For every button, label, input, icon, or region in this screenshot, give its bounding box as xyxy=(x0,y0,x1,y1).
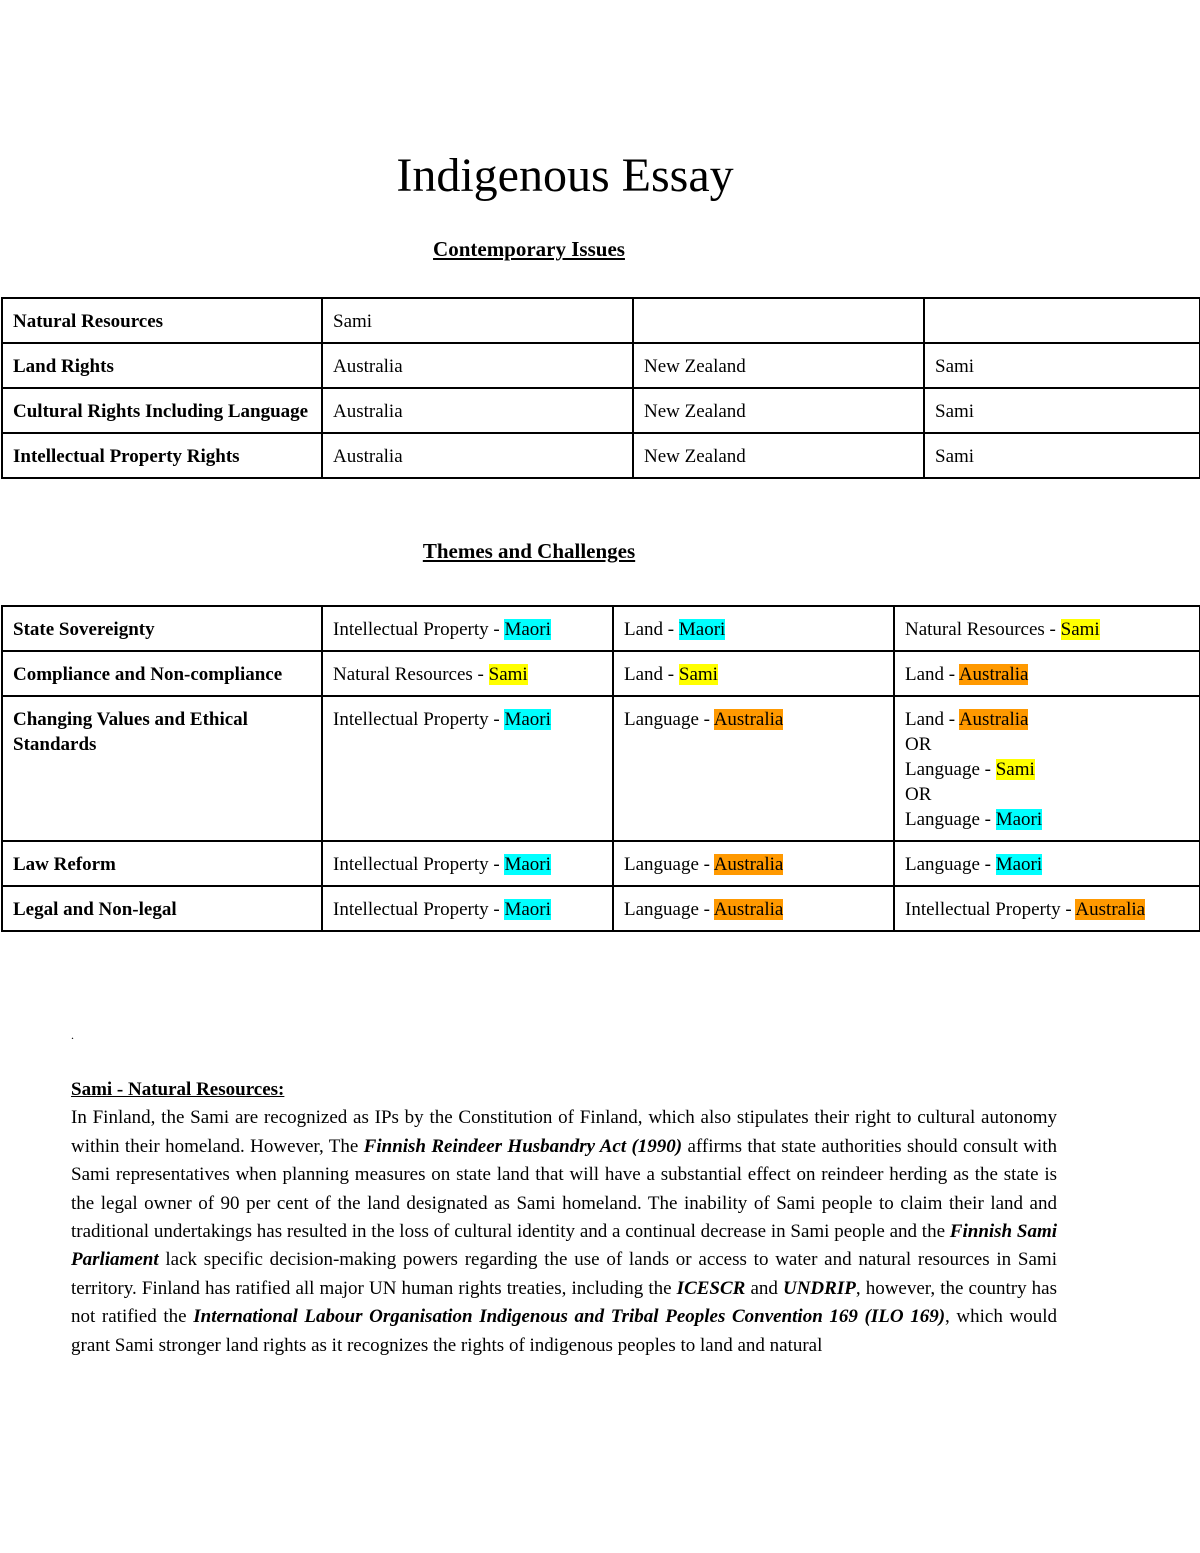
bold-italic-reference: Finnish Reindeer Husbandry Act (1990) xyxy=(363,1135,683,1157)
body-text: and xyxy=(745,1277,783,1299)
row-header-cell: Intellectual Property Rights xyxy=(2,433,322,478)
cell-line xyxy=(624,897,883,922)
section-body xyxy=(71,1107,1057,1355)
cell-text: Natural Resources - xyxy=(333,664,489,685)
cell-line xyxy=(905,852,1189,877)
cell-line xyxy=(624,662,883,687)
row-header-cell: Land Rights xyxy=(2,343,322,388)
cell-text: Language - xyxy=(624,899,714,920)
themes-challenges-heading: Themes and Challenges xyxy=(422,539,636,563)
country-highlight: Maori xyxy=(504,619,551,640)
table-cell: New Zealand xyxy=(633,433,924,478)
table-cell xyxy=(613,696,894,841)
cell-text: Intellectual Property - xyxy=(333,854,505,875)
cell-text: Natural Resources - xyxy=(905,619,1061,640)
table-row xyxy=(2,886,1200,931)
country-highlight: Maori xyxy=(504,899,551,920)
bold-italic-reference: Finnish Sami Parliament xyxy=(71,1221,1058,1271)
cell-text: Intellectual Property - xyxy=(333,619,505,640)
body-text: , however, the country has not ratified the xyxy=(71,1277,1058,1328)
stray-mark: . xyxy=(71,1028,74,1042)
country-highlight: Maori xyxy=(995,809,1043,830)
table-row xyxy=(2,606,1200,651)
country-highlight: Sami xyxy=(678,664,718,685)
cell-text: OR xyxy=(905,784,932,805)
table-cell xyxy=(894,696,1200,841)
table-cell xyxy=(894,886,1200,931)
section-heading: Sami - Natural Resources: xyxy=(71,1079,285,1100)
cell-text: Intellectual Property - xyxy=(333,709,505,730)
country-highlight: Sami xyxy=(1060,619,1100,640)
table-cell xyxy=(613,606,894,651)
table-cell xyxy=(613,886,894,931)
country-highlight: Australia xyxy=(713,854,784,875)
cell-line xyxy=(905,732,1189,757)
cell-line xyxy=(624,852,883,877)
table-cell xyxy=(322,651,613,696)
country-highlight: Australia xyxy=(958,664,1029,685)
table-cell xyxy=(322,696,613,841)
row-header-cell: Legal and Non-legal xyxy=(2,886,322,931)
table-cell xyxy=(894,606,1200,651)
cell-line xyxy=(905,662,1189,687)
table-cell: Australia xyxy=(322,433,633,478)
cell-line xyxy=(333,852,602,877)
country-highlight: Maori xyxy=(504,854,551,875)
bold-italic-reference: UNDRIP xyxy=(782,1277,856,1299)
table-cell xyxy=(924,298,1200,343)
cell-text: Land - xyxy=(905,709,959,730)
body-text: In Finland, the Sami are recognized as IPs by the Constitution of Finland, which also stipulates their right to cultural autonomy within their homeland. However, The xyxy=(71,1107,1057,1157)
body-text: , which would grant Sami stronger land rights as it recognizes the rights of indigenous peoples to land and natural xyxy=(71,1306,1057,1356)
cell-text: OR xyxy=(905,734,932,755)
contemporary-issues-heading: Contemporary Issues xyxy=(433,237,625,261)
cell-text: Language - xyxy=(905,809,996,830)
cell-line xyxy=(905,807,1189,832)
country-highlight: Maori xyxy=(504,709,551,730)
cell-line xyxy=(905,617,1189,642)
cell-line xyxy=(905,782,1189,807)
table-cell: Sami xyxy=(924,343,1200,388)
row-header-cell: Cultural Rights Including Language xyxy=(2,388,322,433)
table-row xyxy=(2,298,1200,343)
contemporary-issues-table xyxy=(1,297,1200,479)
country-highlight: Australia xyxy=(713,709,784,730)
themes-challenges-table xyxy=(1,605,1200,932)
cell-text: Language - xyxy=(905,854,996,875)
table-cell xyxy=(633,298,924,343)
table-cell: New Zealand xyxy=(633,388,924,433)
country-highlight: Maori xyxy=(995,854,1043,875)
cell-text: Land - xyxy=(905,664,959,685)
cell-line xyxy=(333,897,602,922)
table-row xyxy=(2,696,1200,841)
cell-line xyxy=(905,757,1189,782)
table-row xyxy=(2,343,1200,388)
table-row xyxy=(2,841,1200,886)
table-cell xyxy=(613,841,894,886)
country-highlight: Australia xyxy=(713,899,784,920)
country-highlight: Maori xyxy=(678,619,726,640)
cell-text: Language - xyxy=(905,759,996,780)
cell-text: Intellectual Property - xyxy=(905,899,1076,920)
table-cell: Sami xyxy=(322,298,633,343)
cell-text: Land - xyxy=(624,664,679,685)
cell-line xyxy=(624,707,883,732)
cell-line xyxy=(333,707,602,732)
country-highlight: Sami xyxy=(488,664,528,685)
table-cell: Australia xyxy=(322,388,633,433)
cell-line xyxy=(905,707,1189,732)
row-header-cell: Law Reform xyxy=(2,841,322,886)
country-highlight: Sami xyxy=(995,759,1035,780)
sami-natural-resources-section xyxy=(71,1076,1057,1360)
table-cell: Australia xyxy=(322,343,633,388)
cell-line xyxy=(905,897,1189,922)
cell-text: Land - xyxy=(624,619,679,640)
row-header-cell: Compliance and Non-compliance xyxy=(2,651,322,696)
table-cell xyxy=(894,841,1200,886)
table-row xyxy=(2,433,1200,478)
body-text: affirms that state authorities should consult with Sami representatives when planning measures on state land that will have a substantial effect on reindeer herding as the state is the legal owner of 90 per cent of the land designated as Sami homeland. The inability of Sami people to claim their land and traditional undertakings has resulted in the loss of cultural identity and a continual decrease in Sami people and the xyxy=(71,1135,1058,1243)
table-cell xyxy=(322,841,613,886)
table-row xyxy=(2,388,1200,433)
table-cell: Sami xyxy=(924,388,1200,433)
cell-text: Language - xyxy=(624,709,714,730)
table-row xyxy=(2,651,1200,696)
table-cell xyxy=(322,886,613,931)
cell-line xyxy=(333,662,602,687)
row-header-cell: Changing Values and Ethical Standards xyxy=(2,696,322,841)
cell-line xyxy=(624,617,883,642)
body-text: lack specific decision-making powers regarding the use of lands or access to water and natural resources in Sami territory. Finland has ratified all major UN human rights treaties, including the xyxy=(71,1249,1057,1299)
table-cell xyxy=(613,651,894,696)
row-header-cell: Natural Resources xyxy=(2,298,322,343)
row-header-cell: State Sovereignty xyxy=(2,606,322,651)
cell-text: Language - xyxy=(624,854,714,875)
country-highlight: Australia xyxy=(1075,899,1146,920)
table-cell xyxy=(894,651,1200,696)
country-highlight: Australia xyxy=(958,709,1029,730)
bold-italic-reference: International Labour Organisation Indigenous and Tribal Peoples Convention 169 (ILO 169) xyxy=(193,1306,946,1328)
cell-text: Intellectual Property - xyxy=(333,899,505,920)
table-cell: New Zealand xyxy=(633,343,924,388)
document-title: Indigenous Essay xyxy=(396,149,734,202)
bold-italic-reference: ICESCR xyxy=(676,1277,746,1299)
table-cell: Sami xyxy=(924,433,1200,478)
table-cell xyxy=(322,606,613,651)
cell-line xyxy=(333,617,602,642)
